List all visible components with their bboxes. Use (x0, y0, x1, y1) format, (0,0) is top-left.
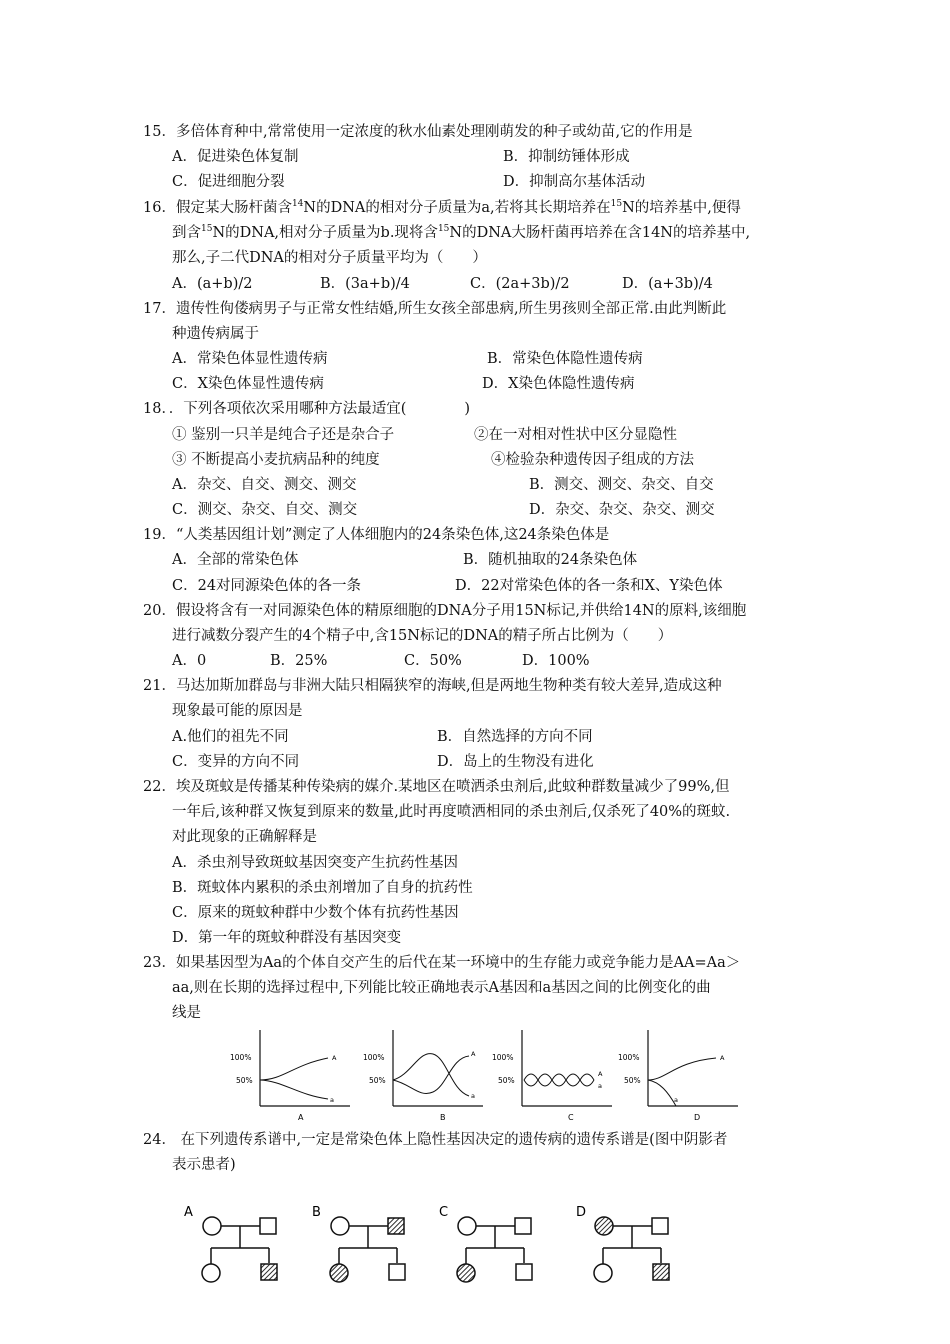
q23-graph-label: A (298, 1113, 304, 1122)
father-symbol (388, 1218, 404, 1234)
q21-option-a: A.他们的祖先不同 (172, 729, 289, 745)
pedigree-label: A (184, 1205, 193, 1220)
q23-curve-upper (393, 1054, 469, 1096)
q23-graph-tick-100: 100% (492, 1053, 514, 1062)
q23-curve-label-lower: a (598, 1082, 602, 1090)
q23-graph-tick-50: 50% (498, 1076, 515, 1085)
q19-option-d: D．22对常染色体的各一条和X、Y染色体 (455, 578, 723, 594)
pedigree-d (576, 1205, 669, 1282)
son-symbol (516, 1264, 532, 1280)
q23-graph-tick-50: 50% (236, 1076, 253, 1085)
son-symbol (261, 1264, 277, 1280)
q15-option-b: B．抑制纺锤体形成 (503, 149, 630, 165)
q16-text: N的DNA大肠杆菌再培养在含14N的培养基中, (449, 225, 751, 241)
q16-superscript: 15 (437, 224, 450, 234)
q16-superscript: 14 (291, 199, 304, 209)
q23-graph-d (618, 1030, 738, 1122)
q20-option-b: B．25% (270, 653, 328, 669)
q23-stem-line3: 线是 (172, 1005, 201, 1021)
q22-option-a: A．杀虫剂导致斑蚊基因突变产生抗药性基因 (172, 855, 458, 871)
q18-option-d: D．杂交、杂交、杂交、测交 (529, 502, 715, 518)
q23-graph-tick-100: 100% (618, 1053, 640, 1062)
q23-stem-line2: aa,则在长期的选择过程中,下列能比较正确地表示A基因和a基因之间的比例变化的曲 (172, 980, 711, 996)
q23-graph-b (363, 1030, 483, 1122)
q16-text: N的DNA,相对分子质量为b.现将含 (212, 225, 438, 241)
pedigree-a (184, 1205, 277, 1282)
q23-graph-c (492, 1030, 612, 1122)
q21-option-d: D．岛上的生物没有进化 (437, 754, 594, 770)
daughter-symbol (594, 1264, 612, 1282)
q15-option-a: A．促进染色体复制 (172, 149, 299, 165)
q18-option-c: C．测交、杂交、自交、测交 (172, 502, 358, 518)
q23-curve-label-upper: A (598, 1070, 603, 1078)
q23-curve-upper (648, 1058, 716, 1080)
pedigree-label: C (439, 1205, 449, 1220)
q21-option-b: B．自然选择的方向不同 (437, 729, 593, 745)
father-symbol (515, 1218, 531, 1234)
q16-stem-line1 (143, 198, 741, 218)
son-symbol (653, 1264, 669, 1280)
q18-option-a: A．杂交、自交、测交、测交 (172, 477, 357, 493)
q17-option-b: B．常染色体隐性遗传病 (487, 351, 643, 367)
q15-option-c: C．促进细胞分裂 (172, 174, 285, 190)
q18-stem: 18．．下列各项依次采用哪种方法最适宜( ) (143, 401, 471, 417)
q16-stem-line3: 那么,子二代DNA的相对分子质量平均为（ ） (172, 250, 487, 266)
q24-stem-line1: 24． 在下列遗传系谱中,一定是常染色体上隐性基因决定的遗传病的遗传系谱是(图中阴影者 (143, 1132, 728, 1148)
q18-item-4: ④检验杂种遗传因子组成的方法 (491, 452, 694, 468)
q20-option-a: A．0 (172, 653, 207, 669)
q23-graph-tick-100: 100% (363, 1053, 385, 1062)
q18-item-1: ① 鉴别一只羊是纯合子还是杂合子 (172, 427, 395, 443)
pedigree-c (439, 1205, 532, 1282)
q23-graph-tick-50: 50% (369, 1076, 386, 1085)
pedigree-label: B (312, 1205, 321, 1220)
son-symbol (389, 1264, 405, 1280)
q21-option-c: C．变异的方向不同 (172, 754, 300, 770)
q15-option-d: D．抑制高尔基体活动 (503, 174, 646, 190)
q16-text: 16．假定某大肠杆菌含 (143, 200, 292, 216)
mother-symbol (458, 1217, 476, 1235)
q23-curve-upper (260, 1058, 328, 1080)
daughter-symbol (202, 1264, 220, 1282)
q16-stem-line2 (172, 223, 750, 243)
q17-option-d: D．X染色体隐性遗传病 (482, 376, 635, 392)
q19-option-b: B．随机抽取的24条染色体 (463, 552, 638, 568)
q16-option-c: C．(2a+3b)/2 (470, 276, 570, 292)
q16-option-a: A．(a+b)/2 (172, 276, 253, 292)
q23-curve-label-lower: a (330, 1096, 334, 1104)
q23-graph-tick-50: 50% (624, 1076, 641, 1085)
father-symbol (260, 1218, 276, 1234)
q18-item-2: ②在一对相对性状中区分显隐性 (474, 427, 677, 443)
mother-symbol (595, 1217, 613, 1235)
q23-graph-a (230, 1030, 350, 1122)
q23-graph-label: D (694, 1113, 701, 1122)
q24-pedigrees-figure (180, 1190, 700, 1295)
q17-stem-line2: 种遗传病属于 (172, 326, 259, 342)
q16-superscript: 15 (610, 199, 623, 209)
q17-stem-line1: 17．遗传性佝偻病男子与正常女性结婚,所生女孩全部患病,所生男孩则全部正常.由此判断此 (143, 301, 727, 317)
q16-option-b: B．(3a+b)/4 (320, 276, 410, 292)
q22-stem-line1: 22．埃及斑蚊是传播某种传染病的媒介.某地区在喷洒杀虫剂后,此蚊种群数量减少了99%,但 (143, 779, 730, 795)
q16-text: 到含 (172, 225, 201, 241)
q16-text: N的培养基中,便得 (622, 200, 741, 216)
q21-stem-line1: 21．马达加斯加群岛与非洲大陆只相隔狭窄的海峡,但是两地生物种类有较大差异,造成这种 (143, 678, 722, 694)
q22-stem-line2: 一年后,该种群又恢复到原来的数量,此时再度喷洒相同的杀虫剂后,仅杀死了40%的斑蚊. (172, 804, 731, 820)
pedigree-b (312, 1205, 405, 1282)
q22-option-d: D．第一年的斑蚊种群没有基因突变 (172, 930, 402, 946)
q22-stem-line3: 对此现象的正确解释是 (172, 829, 317, 845)
q24-stem-line2: 表示患者) (172, 1157, 236, 1173)
q23-graph-label: B (440, 1113, 446, 1122)
q15-stem: 15．多倍体育种中,常常使用一定浓度的秋水仙素处理刚萌发的种子或幼苗,它的作用是 (143, 124, 693, 140)
q23-graph-label: C (568, 1113, 574, 1122)
q23-graph-tick-100: 100% (230, 1053, 252, 1062)
q20-option-c: C．50% (404, 653, 462, 669)
daughter-symbol (457, 1264, 475, 1282)
q16-text: N的DNA的相对分子质量为a,若将其长期培养在 (303, 200, 611, 216)
q23-curve-lower (260, 1080, 328, 1099)
q17-option-a: A．常染色体显性遗传病 (172, 351, 328, 367)
q19-stem: 19．“人类基因组计划”测定了人体细胞内的24条染色体,这24条染色体是 (143, 527, 610, 543)
q23-curve-label-lower: a (674, 1096, 678, 1104)
mother-symbol (331, 1217, 349, 1235)
q23-graphs-figure (228, 1020, 738, 1125)
q19-option-a: A．全部的常染色体 (172, 552, 299, 568)
q23-curve-label-upper: A (471, 1050, 476, 1058)
q23-curve-label-lower: a (471, 1092, 475, 1100)
q16-option-d: D．(a+3b)/4 (622, 276, 713, 292)
q20-option-d: D．100% (522, 653, 590, 669)
q17-option-c: C．X染色体显性遗传病 (172, 376, 324, 392)
q23-curve-lower (648, 1080, 676, 1106)
father-symbol (652, 1218, 668, 1234)
q23-stem-line1: 23．如果基因型为Aa的个体自交产生的后代在某一环境中的生存能力或竞争能力是AA=Aa＞ (143, 955, 741, 971)
q21-stem-line2: 现象最可能的原因是 (172, 703, 303, 719)
q18-option-b: B．测交、测交、杂交、自交 (529, 477, 714, 493)
q20-stem-line2: 进行减数分裂产生的4个精子中,含15N标记的DNA的精子所占比例为（ ） (172, 628, 673, 644)
q22-option-c: C．原来的斑蚊种群中少数个体有抗药性基因 (172, 905, 459, 921)
q19-option-c: C．24对同源染色体的各一条 (172, 578, 362, 594)
q23-curve-label-upper: A (332, 1054, 337, 1062)
pedigree-label: D (576, 1205, 587, 1220)
mother-symbol (203, 1217, 221, 1235)
daughter-symbol (330, 1264, 348, 1282)
q22-option-b: B．斑蚊体内累积的杀虫剂增加了自身的抗药性 (172, 880, 473, 896)
q18-item-3: ③ 不断提高小麦抗病品种的纯度 (172, 452, 380, 468)
q20-stem-line1: 20．假设将含有一对同源染色体的精原细胞的DNA分子用15N标记,并供给14N的原料,该细胞 (143, 603, 747, 619)
q23-curve-label-upper: A (720, 1054, 725, 1062)
q16-superscript: 15 (201, 224, 213, 234)
